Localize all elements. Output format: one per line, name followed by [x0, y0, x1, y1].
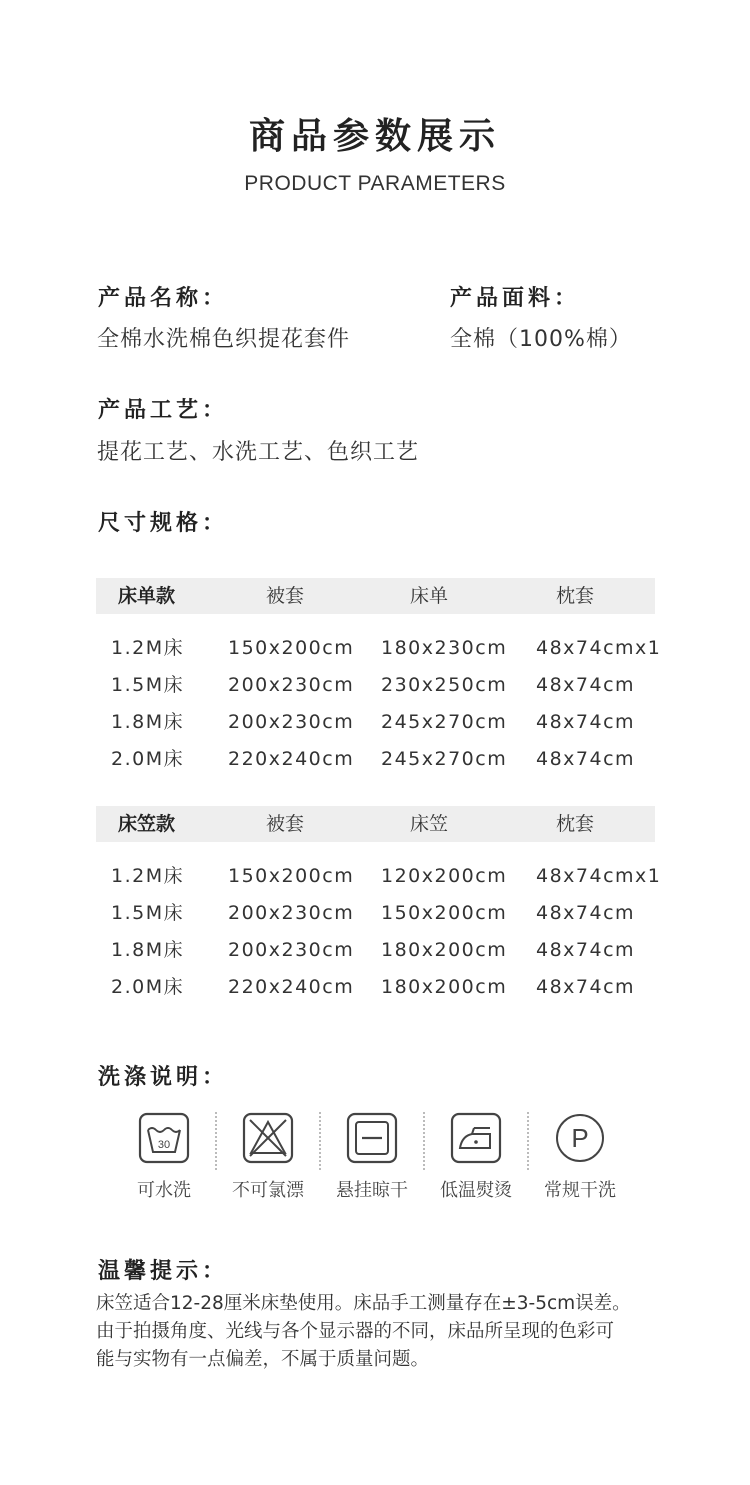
tips-text [96, 1290, 696, 1374]
table-cell: 220x240cm [228, 748, 355, 770]
product-craft-label: 产品工艺： [98, 398, 229, 423]
table-cell: 220x240cm [228, 976, 355, 998]
wash-item [528, 1108, 632, 1208]
table-cell: 1.5M床 [111, 674, 185, 696]
dry-clean-p-icon [554, 1112, 606, 1164]
table-cell: 48x74cm [536, 748, 636, 770]
table-cell: 245x270cm [381, 711, 508, 733]
page-title: 商品参数展示 [248, 116, 501, 157]
product-fabric-label: 产品面料： [450, 286, 581, 311]
product-name-value: 全棉水洗棉色织提花套件 [97, 327, 351, 352]
table-cell: 200x230cm [228, 674, 355, 696]
wash-instructions-label: 洗涤说明： [98, 1065, 229, 1090]
table-row [96, 895, 655, 932]
size-table-sheet [96, 578, 662, 778]
table-cell: 245x270cm [381, 748, 508, 770]
table-cell: 180x230cm [381, 637, 508, 659]
table-cell: 48x74cm [536, 711, 636, 733]
table-row [96, 704, 655, 741]
table-header-cell: 被套 [266, 585, 305, 607]
product-craft-value: 提花工艺、水洗工艺、色织工艺 [97, 440, 420, 465]
table-cell: 48x74cm [536, 674, 636, 696]
wash-item [216, 1108, 320, 1208]
table-row [96, 667, 655, 704]
hang-dry-icon [346, 1112, 398, 1164]
wash-item-label: 可水洗 [137, 1180, 191, 1201]
table-cell: 200x230cm [228, 711, 355, 733]
table-header [96, 806, 655, 842]
svg-text:30: 30 [157, 1139, 171, 1151]
table-cell: 150x200cm [228, 865, 355, 887]
table-cell: 1.8M床 [111, 711, 185, 733]
table-cell: 1.8M床 [111, 939, 185, 961]
table-cell: 230x250cm [381, 674, 508, 696]
table-cell: 48x74cm [536, 939, 636, 961]
wash-icons-row [96, 1108, 656, 1208]
table-cell: 48x74cm [536, 976, 636, 998]
wash-item [424, 1108, 528, 1208]
wash-30-icon [138, 1112, 190, 1164]
tips-line: 床笠适合12-28厘米床垫使用。床品手工测量存在±3-5cm误差。 [96, 1293, 631, 1314]
wash-item-label: 悬挂晾干 [336, 1180, 408, 1201]
table-header [96, 578, 655, 614]
table-cell: 1.2M床 [111, 637, 185, 659]
table-cell: 180x200cm [381, 976, 508, 998]
table-header-cell: 床单 [410, 585, 449, 607]
product-name-label: 产品名称： [98, 286, 229, 311]
table-cell: 200x230cm [228, 902, 355, 924]
table-header-cell: 床单款 [118, 585, 176, 607]
table-cell: 150x200cm [228, 637, 355, 659]
page-subtitle: PRODUCT PARAMETERS [244, 172, 506, 195]
wash-item-label: 不可氯漂 [232, 1180, 304, 1201]
tips-line: 能与实物有一点偏差，不属于质量问题。 [96, 1349, 430, 1370]
table-cell: 48x74cmx1 [536, 865, 662, 887]
wash-item [320, 1108, 424, 1208]
svg-text:P: P [571, 1123, 589, 1153]
table-header-cell: 床笠款 [118, 813, 176, 835]
table-cell: 1.5M床 [111, 902, 185, 924]
table-cell: 150x200cm [381, 902, 508, 924]
wash-item-label: 常规干洗 [544, 1180, 616, 1201]
table-header-cell: 枕套 [556, 813, 595, 835]
table-row [96, 969, 655, 1006]
table-cell: 48x74cmx1 [536, 637, 662, 659]
tips-line: 由于拍摄角度、光线与各个显示器的不同，床品所呈现的色彩可 [96, 1321, 615, 1342]
table-cell: 2.0M床 [111, 748, 185, 770]
size-spec-label: 尺寸规格： [98, 511, 229, 536]
low-iron-icon [450, 1112, 502, 1164]
table-header-cell: 枕套 [556, 585, 595, 607]
size-table-fitted [96, 806, 662, 1006]
wash-item-label: 低温熨烫 [440, 1180, 512, 1201]
table-row [96, 630, 662, 667]
wash-item [112, 1108, 216, 1208]
table-cell: 2.0M床 [111, 976, 185, 998]
table-cell: 180x200cm [381, 939, 508, 961]
table-cell: 200x230cm [228, 939, 355, 961]
table-cell: 1.2M床 [111, 865, 185, 887]
no-bleach-icon [242, 1112, 294, 1164]
table-cell: 48x74cm [536, 902, 636, 924]
table-header-cell: 被套 [266, 813, 305, 835]
table-row [96, 932, 655, 969]
table-row [96, 858, 662, 895]
table-cell: 120x200cm [381, 865, 508, 887]
table-header-cell: 床笠 [410, 813, 449, 835]
product-fabric-value: 全棉（100%棉） [450, 327, 632, 352]
tips-label: 温馨提示： [98, 1259, 229, 1284]
table-row [96, 741, 655, 778]
